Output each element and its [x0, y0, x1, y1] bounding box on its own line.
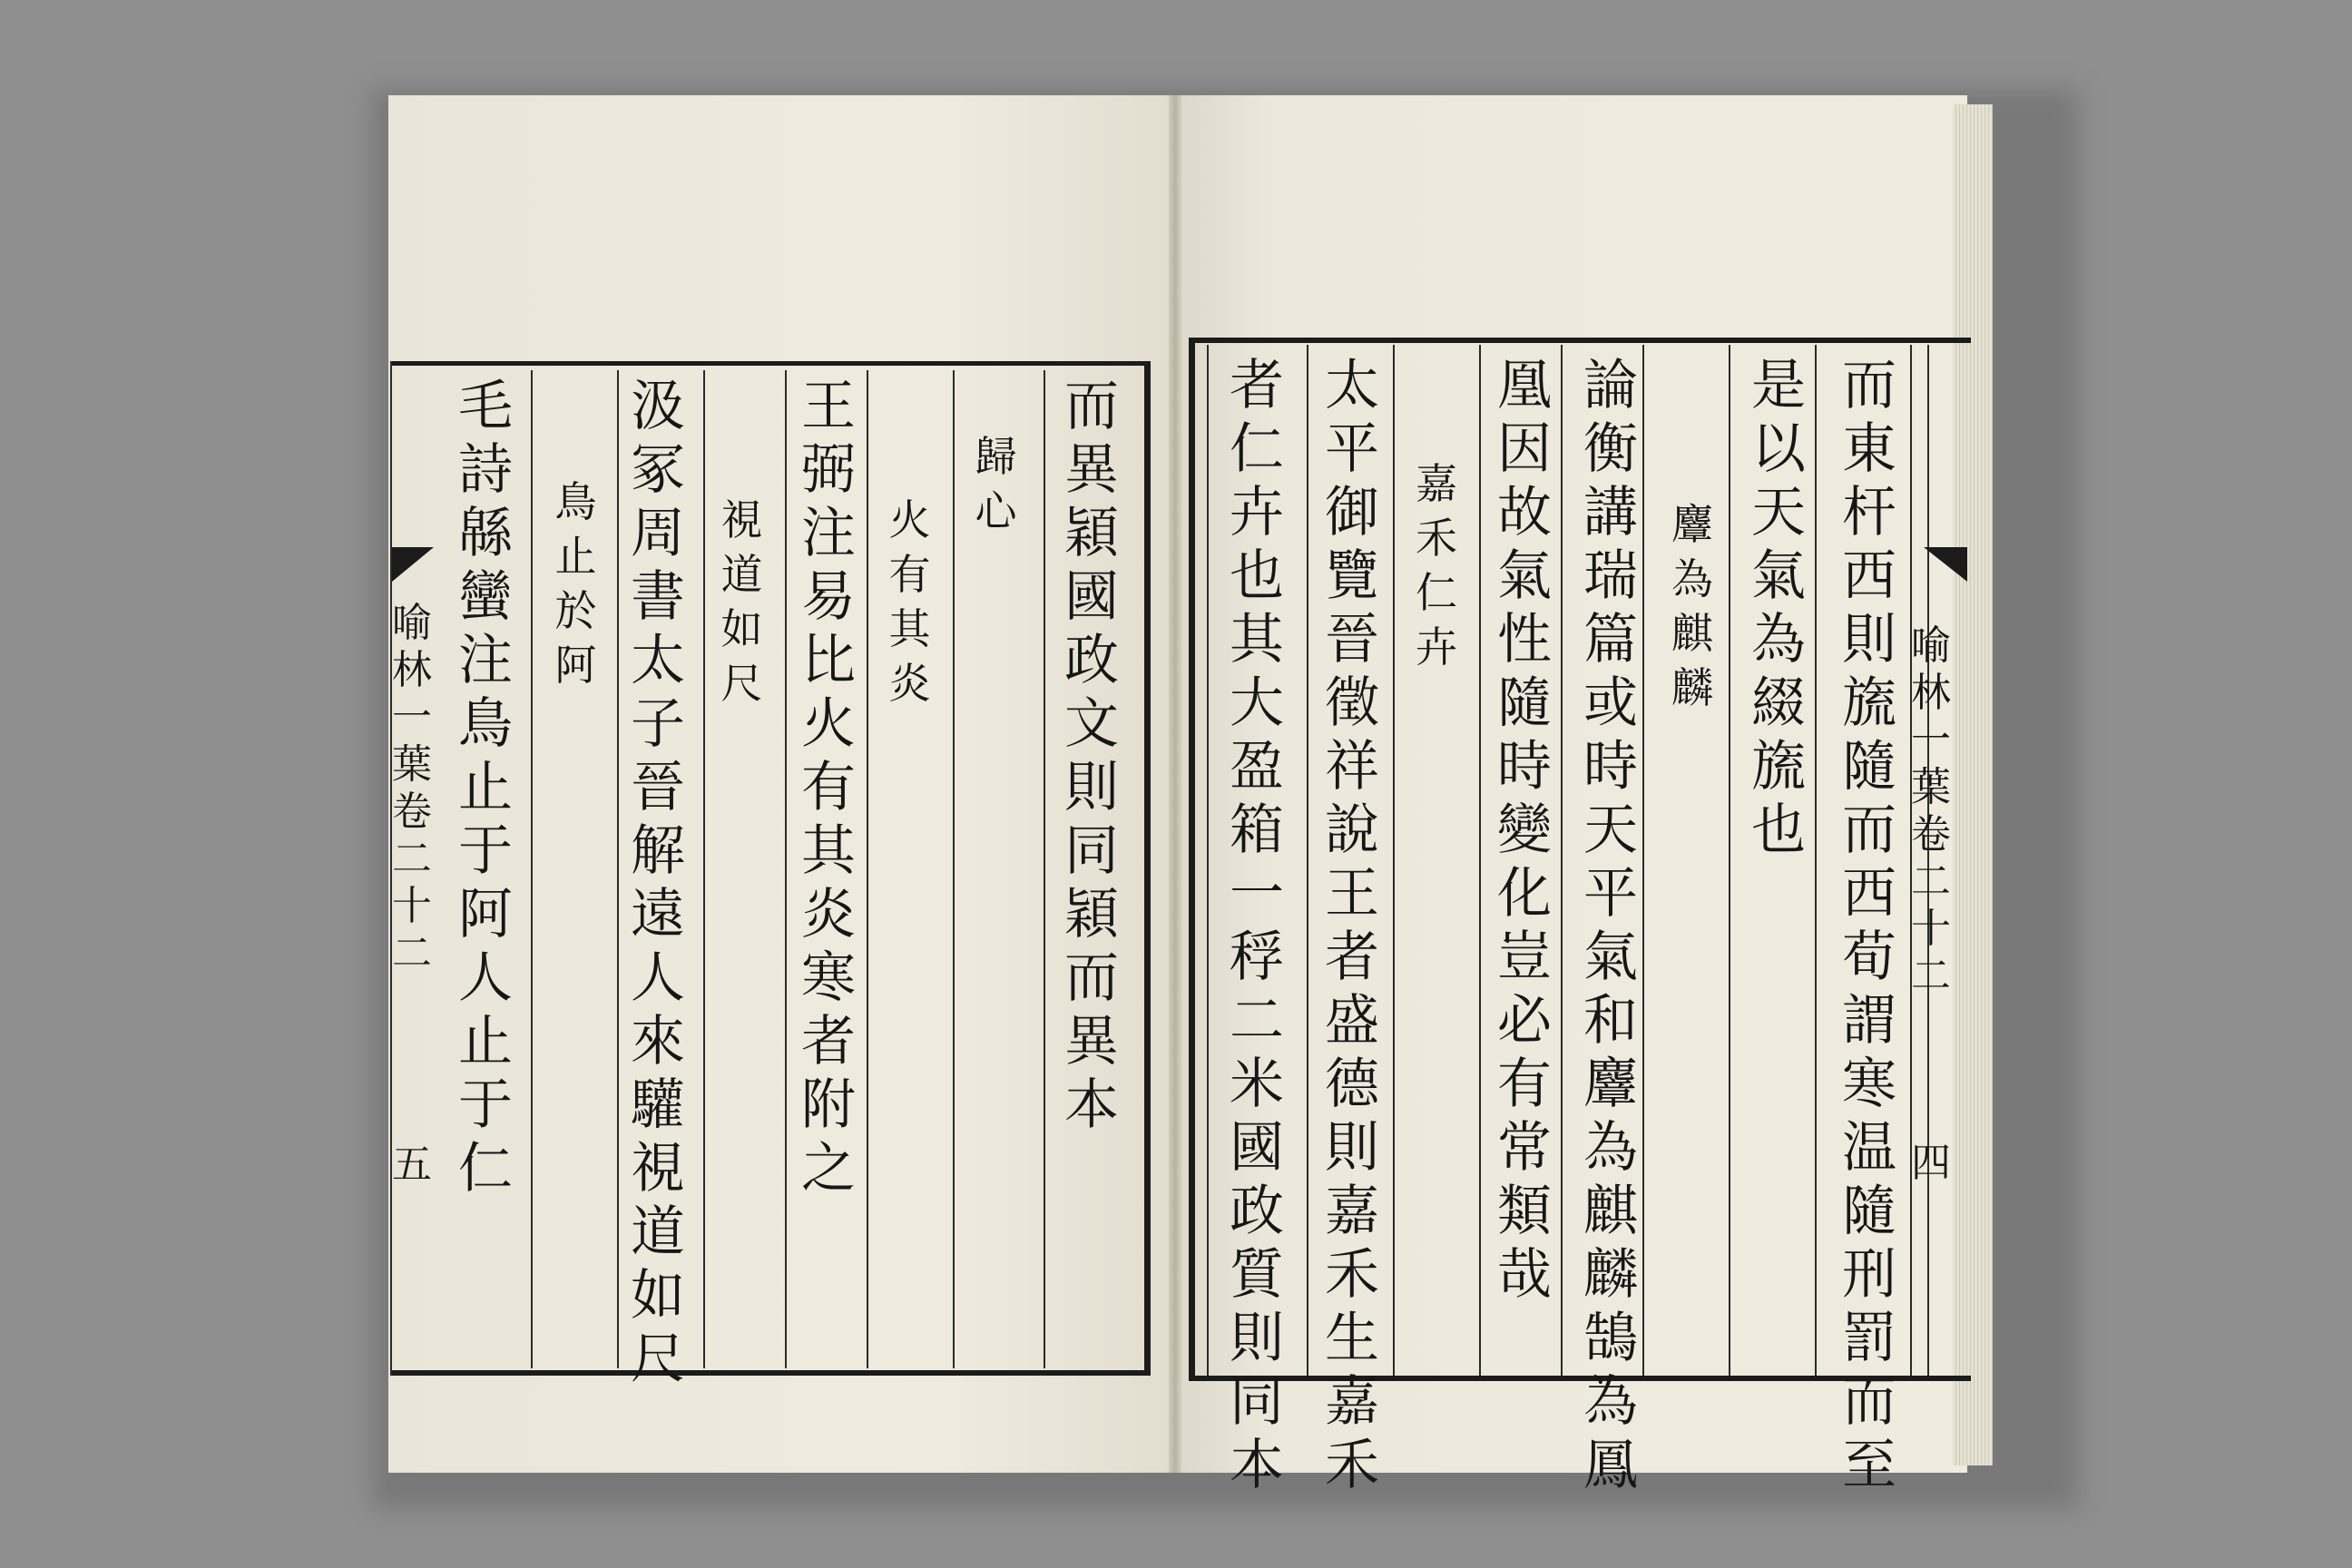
text-column: 而 異 穎 國 政 文 則 同 穎 而 異 本 — [1064, 375, 1119, 1137]
column-rule — [703, 370, 705, 1368]
right-page-number: 四 — [1911, 1140, 1951, 1186]
column-rule — [785, 370, 787, 1368]
text-column: 毛 詩 緜 蠻 注 鳥 止 于 阿 人 止 于 仁 — [458, 375, 513, 1200]
text-column: 歸 心 — [975, 432, 1017, 535]
book-gutter — [1169, 95, 1181, 1473]
text-column: 視 道 如 尺 — [720, 495, 763, 708]
text-column: 嘉 禾 仁 卉 — [1416, 459, 1457, 671]
column-rule — [617, 370, 619, 1368]
right-margin-title: 喻 林 一 葉 卷 二 十 二 — [1911, 622, 1951, 999]
left-margin-title: 喻 林 一 葉 卷 二 十 二 — [392, 600, 432, 976]
text-column: 火 有 其 炎 — [888, 495, 931, 708]
text-column: 太 平 御 覽 晉 徵 祥 說 王 者 盛 德 則 嘉 禾 生 嘉 禾 — [1325, 354, 1379, 1497]
fishtail-mark — [1924, 547, 1967, 582]
text-column: 汲 冢 周 書 太 子 晉 解 遠 人 來 驩 視 道 如 尺 — [631, 375, 685, 1391]
column-rule — [1729, 345, 1730, 1376]
column-rule — [1393, 345, 1395, 1376]
column-rule — [1207, 345, 1209, 1376]
text-column: 王 弼 注 易 比 火 有 其 炎 寒 者 附 之 — [801, 375, 856, 1200]
column-rule — [1815, 345, 1817, 1376]
column-rule — [1307, 345, 1308, 1376]
left-page-number: 五 — [392, 1142, 432, 1188]
text-column: 麞 為 麒 麟 — [1671, 500, 1713, 712]
text-column: 論 衡 講 瑞 篇 或 時 天 平 氣 和 麞 為 麒 麟 鵠 為 鳳 — [1583, 354, 1638, 1497]
text-column: 而 東 杆 西 則 旒 隨 而 西 荀 謂 寒 温 隨 刑 罰 而 至 — [1842, 354, 1896, 1497]
column-rule — [867, 370, 868, 1368]
column-rule — [1044, 370, 1045, 1368]
column-rule — [1561, 345, 1563, 1376]
fishtail-mark — [392, 547, 434, 582]
column-rule — [953, 370, 955, 1368]
column-rule — [1479, 345, 1481, 1376]
text-column: 鳥 止 於 阿 — [554, 477, 597, 690]
column-rule — [531, 370, 533, 1368]
text-column: 凰 因 故 氣 性 隨 時 變 化 豈 必 有 常 類 哉 — [1497, 354, 1552, 1307]
text-column: 者 仁 卉 也 其 大 盈 箱 一 稃 二 米 國 政 質 則 同 本 — [1230, 354, 1284, 1497]
text-column: 是 以 天 氣 為 綴 旒 也 — [1751, 354, 1806, 862]
